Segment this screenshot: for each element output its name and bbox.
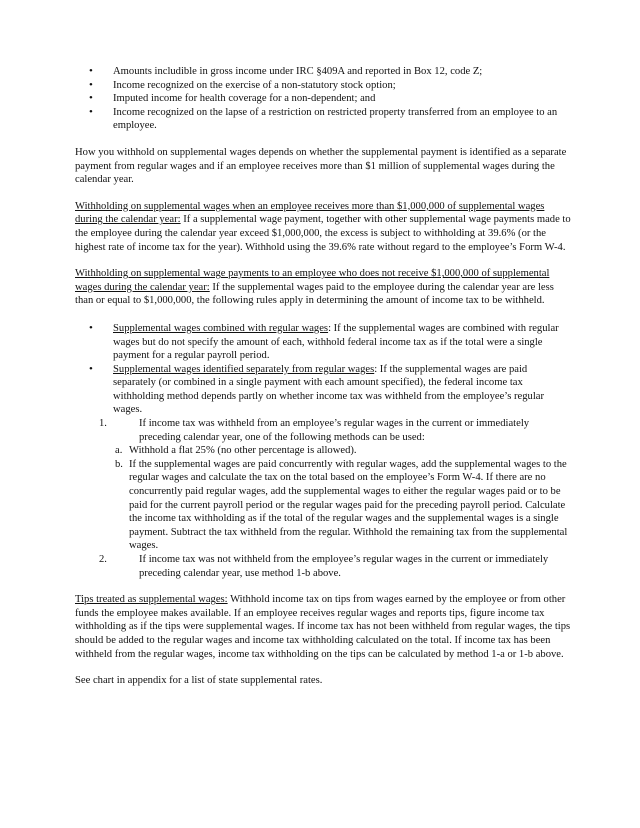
list-item: • Imputed income for health coverage for a non-dependent; and bbox=[89, 92, 572, 106]
under-million-heading: Withholding on supplemental wage payments to an employee who does not receive $1,000,000 of supplemental wages during the calendar year: bbox=[75, 268, 550, 293]
method-text: If income tax was withheld from an employee’s regular wages in the current or immediately preceding calendar year, one of the following methods can be used: bbox=[139, 418, 530, 443]
item-marker: 2. bbox=[99, 554, 107, 565]
item-marker: a. bbox=[115, 445, 123, 457]
list-item: • Income recognized on the lapse of a restriction on restricted property transferred from an employee to an employee. bbox=[89, 106, 572, 133]
list-item: • Income recognized on the exercise of a non-statutory stock option; bbox=[89, 79, 572, 93]
item-marker: b. bbox=[115, 458, 123, 470]
method-text: Withhold a flat 25% (no other percentage is allowed). bbox=[129, 445, 357, 457]
method-sublist bbox=[115, 444, 572, 553]
method-1a bbox=[115, 444, 572, 458]
over-million-heading: Withholding on supplemental wages when an employee receives more than $1,000,000 of supplemental wages during the calendar year: bbox=[75, 200, 545, 226]
rule-item-separate bbox=[89, 363, 572, 417]
tips-text: Withhold income tax on tips from wages earned by the employee or from other funds the employee makes available. If an employee receives regular wages and reports tips, figure income tax withholding as if the tips were supplemental wages. If income tax has not been withheld from regular wages, the tips should be added to the regular wages and income tax withholding calculated on the total. If income tax has been withheld from the regular wages, income tax withholding on the tips can be calculated by method 1-a or 1-b above. bbox=[75, 594, 571, 660]
list-item: • Amounts includible in gross income under IRC §409A and reported in Box 12, code Z; bbox=[89, 65, 572, 79]
rule-heading: Supplemental wages combined with regular wages bbox=[113, 322, 329, 334]
method-item-1 bbox=[99, 417, 572, 444]
rules-list bbox=[89, 322, 572, 417]
method-item-2 bbox=[99, 553, 572, 580]
intro-paragraph: How you withhold on supplemental wages depends on whether the supplemental payment is identified as a separate payment from regular wages and if an employee receives more than $1 million of supplemental wages during the calendar year. bbox=[75, 146, 567, 186]
appendix-note: See chart in appendix for a list of state supplemental rates. bbox=[75, 675, 323, 687]
method-1b bbox=[115, 458, 572, 553]
rule-text: : If the supplemental wages are combined with regular wages but do not specify the amount of each, withhold federal income tax as if the total were a single payment for a regular payroll period. bbox=[113, 322, 559, 362]
rule-text: : If the supplemental wages are paid separately (or combined in a single payment with each amount specified), the federal income tax withholding method depends partly on whether income tax was withheld from the employee’s regular wages. bbox=[113, 363, 544, 416]
tips-paragraph bbox=[75, 593, 572, 661]
tips-heading: Tips treated as supplemental wages: bbox=[75, 594, 228, 606]
under-million-text: If the supplemental wages paid to the employee during the calendar year are less than or equal to $1,000,000, the following rules apply in determining the amount of income tax to be withheld. bbox=[75, 281, 554, 307]
under-million-paragraph bbox=[75, 267, 572, 308]
method-text: If the supplemental wages are paid concurrently with regular wages, add the supplemental wages to the regular wages and calculate the tax on the total based on the employee’s Form W-4. If there are no concurrently paid regular wages, add the supplemental wages to either the regular wages paid or to be paid for the current payroll period or the regular wages paid for the preceding payroll period. Calculate the income tax withholding as if the total of the regular wages and the supplemental wages is a single payment. Subtract the tax withheld from the regular. Withhold the remaining tax from the supplemental wages. bbox=[129, 458, 568, 552]
rule-heading: Supplemental wages identified separately from regular wages bbox=[113, 363, 375, 375]
method-text: If income tax was not withheld from the employee’s regular wages in the current or immediately preceding calendar year, use method 1-b above. bbox=[139, 554, 549, 579]
income-types-list bbox=[89, 65, 572, 133]
methods-list bbox=[75, 417, 572, 580]
over-million-paragraph bbox=[75, 200, 572, 254]
item-marker: 1. bbox=[99, 418, 107, 430]
rule-item-combined bbox=[89, 322, 572, 363]
over-million-text: If a supplemental wage payment, together with other supplemental wage payments made to the employee during the calendar year exceed $1,000,000, the excess is subject to withholding at 39.6% (or the highest rate of income tax for the year). Withhold using the 39.6% rate without regard to the employee’s Form W-4. bbox=[75, 214, 571, 253]
